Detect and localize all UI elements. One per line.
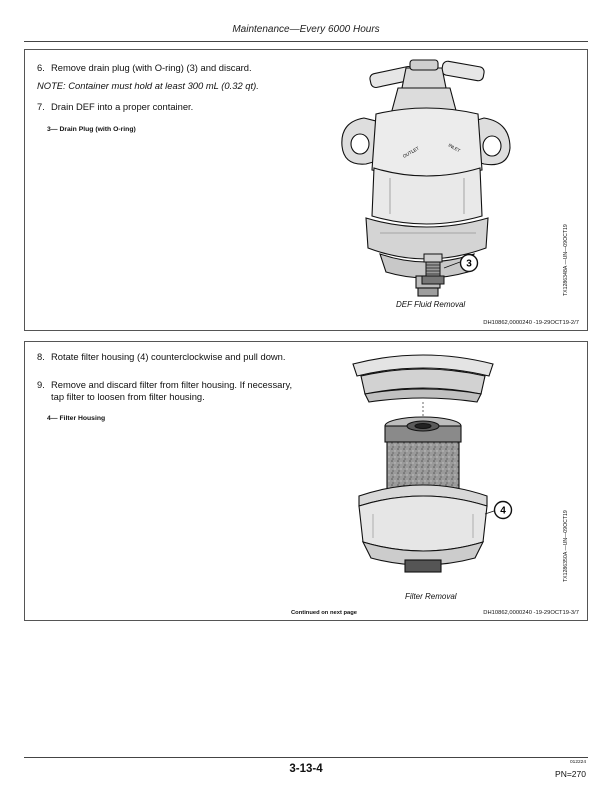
callout-number: 3 xyxy=(466,258,472,270)
step-6 xyxy=(37,62,302,74)
section-drain-plug xyxy=(24,49,588,331)
step-number: 9. xyxy=(37,379,45,390)
legend-drain-plug: 3— Drain Plug (with O-ring) xyxy=(47,126,136,133)
step-8 xyxy=(37,351,302,363)
continued-note: Continued on next page xyxy=(291,610,358,616)
legend-filter-housing: 4— Filter Housing xyxy=(47,415,106,422)
step-7 xyxy=(37,101,302,113)
reference-code: DH10862,0000240 -19-29OCT19-3/7 xyxy=(483,610,579,616)
step-number: 8. xyxy=(37,351,45,362)
footer-code: 012224 xyxy=(569,760,586,765)
step-text: Rotate filter housing (4) counterclockwise and pull down. xyxy=(51,351,286,362)
step-text: Drain DEF into a proper container. xyxy=(51,101,194,112)
step-number: 7. xyxy=(37,101,45,112)
figure-side-id: TX1286348A —UN—09OCT19 xyxy=(563,224,569,296)
note-container-capacity: NOTE: Container must hold at least 300 mL (0.32 qt). xyxy=(37,80,259,91)
section-filter-housing xyxy=(24,341,588,621)
figure-caption: Filter Removal xyxy=(405,592,457,601)
page-number: 3-13-4 xyxy=(289,763,323,775)
callout-4 xyxy=(493,500,513,520)
outlet-label: OUTLET xyxy=(402,145,420,159)
reference-code: DH10862,0000240 -19-29OCT19-2/7 xyxy=(483,320,579,326)
callout-number: 4 xyxy=(500,505,506,517)
inlet-fitting xyxy=(441,60,485,81)
page-header-title: Maintenance—Every 6000 Hours xyxy=(232,24,380,35)
step-text: Remove drain plug (with O-ring) (3) and discard. xyxy=(51,62,252,73)
figure-caption: DEF Fluid Removal xyxy=(396,300,466,309)
step-text: Remove and discard filter from filter housing. If necessary, tap filter to loosen from filter housing. xyxy=(51,379,293,402)
callout-3 xyxy=(459,253,479,273)
filter-removal-illustration xyxy=(343,346,503,582)
inlet-label: INLET xyxy=(447,142,462,154)
step-9 xyxy=(37,379,302,403)
figure-side-id: TX1286350A —UN—09OCT19 xyxy=(563,510,569,582)
step-number: 6. xyxy=(37,62,45,73)
page-pn: PN=270 xyxy=(555,769,586,779)
header-rule xyxy=(24,41,588,42)
footer-rule xyxy=(24,757,588,758)
